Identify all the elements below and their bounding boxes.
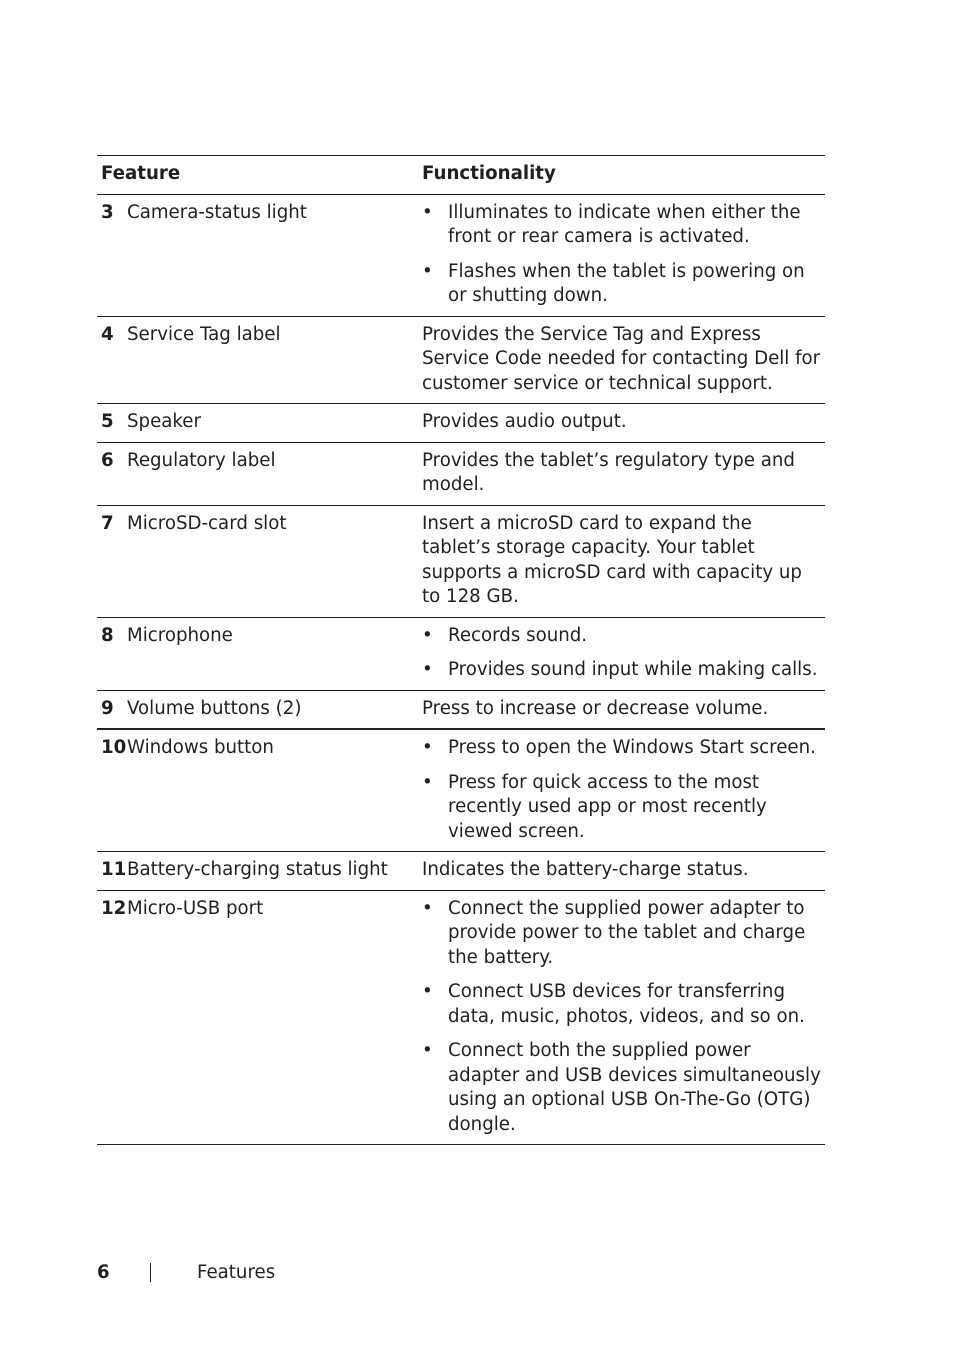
feature-cell: [97, 505, 418, 617]
feature-name: Regulatory label: [127, 449, 276, 471]
functionality-cell: Insert a microSD card to expand the tablet’s storage capacity. Your tablet supports a microSD card with capacity up to 128 GB.: [422, 512, 802, 607]
functionality-cell: [418, 617, 825, 690]
footer-divider: [150, 1263, 151, 1282]
feature-cell: [97, 316, 418, 404]
feature-name: Speaker: [127, 411, 201, 432]
bullet-item: • Illuminates to indicate when either the front or rear camera is activated.: [422, 201, 823, 250]
functionality-cell: Press to increase or decrease volume.: [422, 697, 769, 719]
page-number: 6: [97, 1262, 110, 1283]
feature-number: 8: [101, 624, 114, 646]
table-header-row: [97, 156, 825, 195]
feature-name: MicroSD-card slot: [127, 512, 287, 534]
feature-name: Volume buttons (2): [127, 697, 302, 719]
feature-number: 7: [101, 512, 114, 534]
feature-number: 4: [101, 323, 114, 345]
table-row: [97, 442, 825, 505]
functionality-column-header: Functionality: [422, 163, 556, 184]
feature-number: 10: [101, 737, 127, 758]
table-row: [97, 194, 825, 316]
section-title: Features: [197, 1262, 276, 1283]
functionality-cell: Provides the Service Tag and Express Service Code needed for contacting Dell for customer service or technical support.: [422, 323, 821, 394]
feature-number: 12: [101, 897, 127, 919]
functionality-cell: Provides the tablet’s regulatory type and model.: [422, 449, 795, 495]
functionality-cell: [418, 194, 825, 316]
bullet-list: [422, 897, 823, 1138]
feature-name: Windows button: [127, 737, 274, 758]
feature-name: Micro-USB port: [127, 897, 264, 919]
table-row: [97, 852, 825, 891]
table-row: [97, 404, 825, 443]
feature-number: 11: [101, 859, 127, 880]
feature-table: [97, 155, 825, 1145]
bullet-item: • Connect the supplied power adapter to provide power to the tablet and charge the battery.: [422, 897, 823, 971]
feature-cell: [97, 852, 418, 891]
feature-number: 3: [101, 201, 114, 223]
feature-name: Battery-charging status light: [127, 859, 388, 880]
table-row: [97, 729, 825, 852]
table-row: [97, 316, 825, 404]
functionality-cell: Indicates the battery-charge status.: [422, 859, 749, 880]
functionality-cell: [418, 890, 825, 1145]
feature-cell: [97, 617, 418, 690]
bullet-list: [422, 624, 823, 683]
feature-name: Microphone: [127, 624, 233, 646]
functionality-cell: [418, 729, 825, 852]
table-row: [97, 890, 825, 1145]
feature-cell: [97, 194, 418, 316]
bullet-item: • Press to open the Windows Start screen.: [422, 736, 823, 761]
bullet-list: [422, 736, 823, 844]
bullet-item: • Press for quick access to the most recently used app or most recently viewed screen.: [422, 771, 823, 845]
table-row: [97, 690, 825, 729]
table-row: [97, 505, 825, 617]
feature-cell: [97, 690, 418, 729]
feature-column-header: Feature: [101, 163, 181, 184]
feature-cell: [97, 729, 418, 852]
feature-number: 9: [101, 697, 114, 719]
feature-number: 5: [101, 411, 114, 432]
feature-name: Camera-status light: [127, 201, 307, 223]
feature-number: 6: [101, 449, 114, 471]
feature-name: Service Tag label: [127, 323, 281, 345]
table-row: [97, 617, 825, 690]
bullet-item: • Provides sound input while making calls.: [422, 658, 823, 683]
bullet-item: • Records sound.: [422, 624, 823, 649]
functionality-cell: Provides audio output.: [422, 411, 627, 432]
bullet-item: • Connect USB devices for transferring data, music, photos, videos, and so on.: [422, 980, 823, 1029]
bullet-item: • Connect both the supplied power adapter and USB devices simultaneously using an optional USB On-The-Go (OTG) dongle.: [422, 1039, 823, 1137]
bullet-item: • Flashes when the tablet is powering on or shutting down.: [422, 260, 823, 309]
feature-cell: [97, 442, 418, 505]
feature-cell: [97, 404, 418, 443]
bullet-list: [422, 201, 823, 309]
feature-cell: [97, 890, 418, 1145]
